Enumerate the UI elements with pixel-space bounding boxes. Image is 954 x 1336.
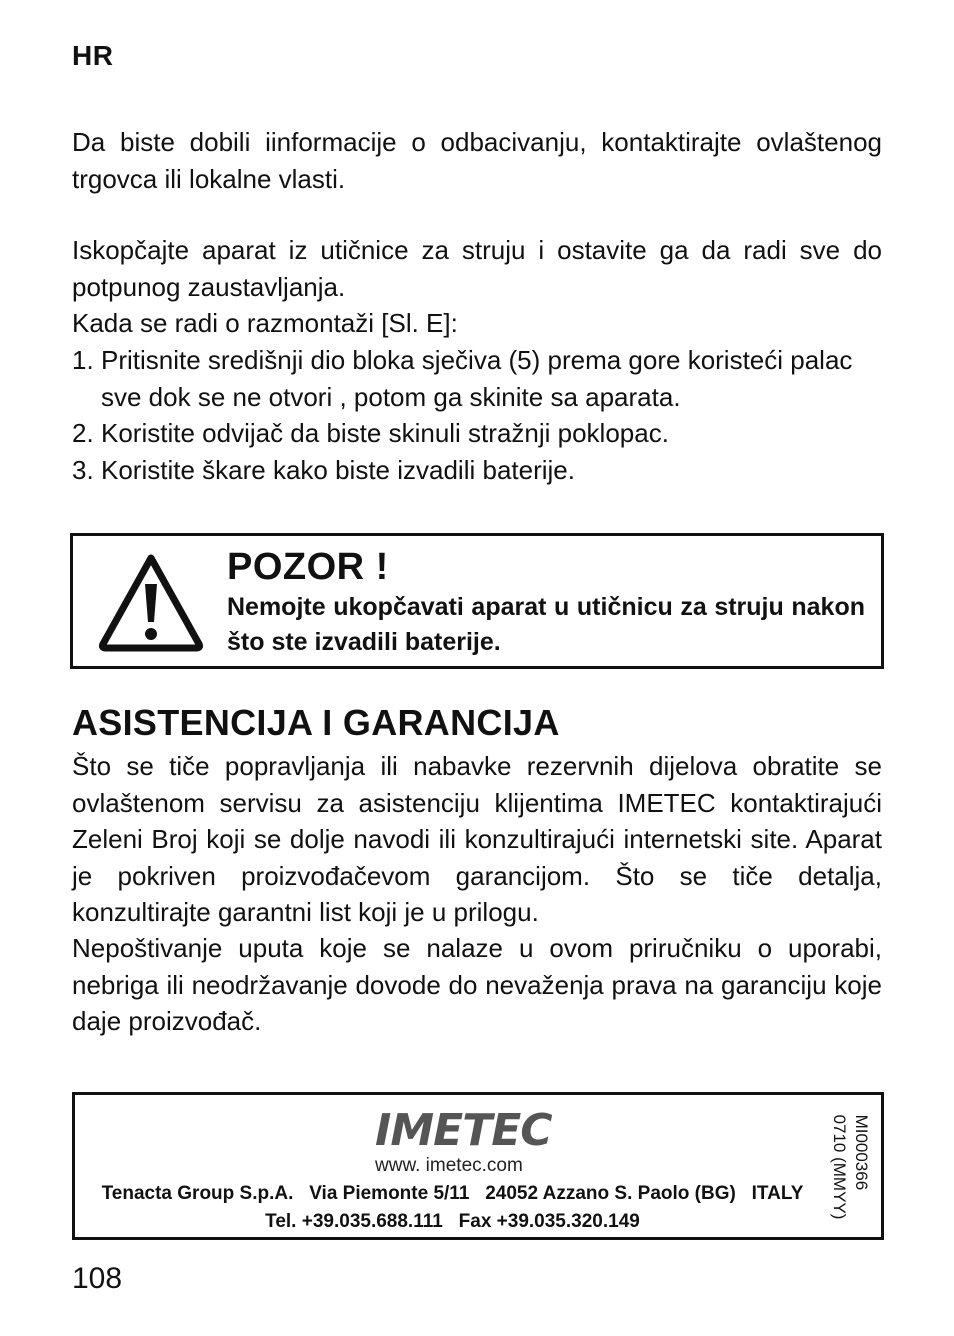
warranty-paragraph: Nepoštivanje uputa koje se nalaze u ovom priručniku o uporabi, nebriga ili neodržavanje dovode do nevaženja prava na garanciju koje daje proizvođač. <box>72 933 882 1036</box>
document-code: MI000366 <box>852 1114 871 1191</box>
language-code: HR <box>72 40 114 71</box>
warning-text: Nemojte ukopčavati aparat u utičnicu za struju nakon što ste izvadili baterije. <box>227 593 865 656</box>
company-footer <box>72 1092 884 1240</box>
document-code-block <box>828 1115 872 1220</box>
assistance-paragraph: Što se tiče popravljanja ili nabavke rezervnih dijelova obratite se ovlaštenom servisu za asistenciju klijentima IMETEC kontaktirajući Zeleni Broj koji se dolje navodi ili konzultirajući internetski site. Aparat je pokriven proizvođačevom garancijom. Što se tiče detalja, konzultirajte garantni list koji je u prilogu. <box>72 751 882 927</box>
imetec-logo: IMETEC <box>375 1105 552 1156</box>
step-text: Koristite škare kako biste izvadili baterije. <box>101 454 575 485</box>
warning-title: POZOR ! <box>227 546 389 588</box>
disposal-info-paragraph: Da biste dobili iinformacije o odbacivanju, kontaktirajte ovlaštenog trgovca ili lokalne vlasti. <box>72 127 882 194</box>
warning-triangle-icon <box>97 552 205 652</box>
document-code-column <box>825 1103 875 1231</box>
step-text: Pritisnite središnji dio bloka sječiva (5) prema gore koristeći palac sve dok se ne otvori , potom ga skinite sa aparata. <box>101 345 853 412</box>
unplug-instruction-paragraph: Iskopčajte aparat iz utičnice za struju i ostavite ga da radi sve do potpunog zaustavljanja. <box>72 235 882 302</box>
step-number: 1. <box>72 345 94 375</box>
disassembly-intro: Kada se radi o razmontaži [Sl. E]: <box>72 308 458 338</box>
company-address: Tenacta Group S.p.A. Via Piemonte 5/11 24052 Azzano S. Paolo (BG) ITALY <box>101 1183 804 1204</box>
step-number: 3. <box>72 454 94 485</box>
list-item <box>72 415 882 452</box>
step-text: Koristite odvijač da biste skinuli stražnji poklopac. <box>101 418 669 448</box>
section-heading: ASISTENCIJA I GARANCIJA <box>72 702 560 743</box>
website-text: www. imetec.com <box>375 1155 523 1176</box>
contact-numbers: Tel. +39.035.688.111 Fax +39.035.320.149 <box>265 1211 640 1232</box>
page-number: 108 <box>72 1262 123 1295</box>
step-number: 2. <box>72 418 94 448</box>
list-item <box>72 342 882 415</box>
date-code: 0710 (MMYY) <box>830 1114 849 1220</box>
warning-box <box>70 533 884 669</box>
disassembly-steps <box>72 342 882 488</box>
list-item <box>72 452 882 489</box>
